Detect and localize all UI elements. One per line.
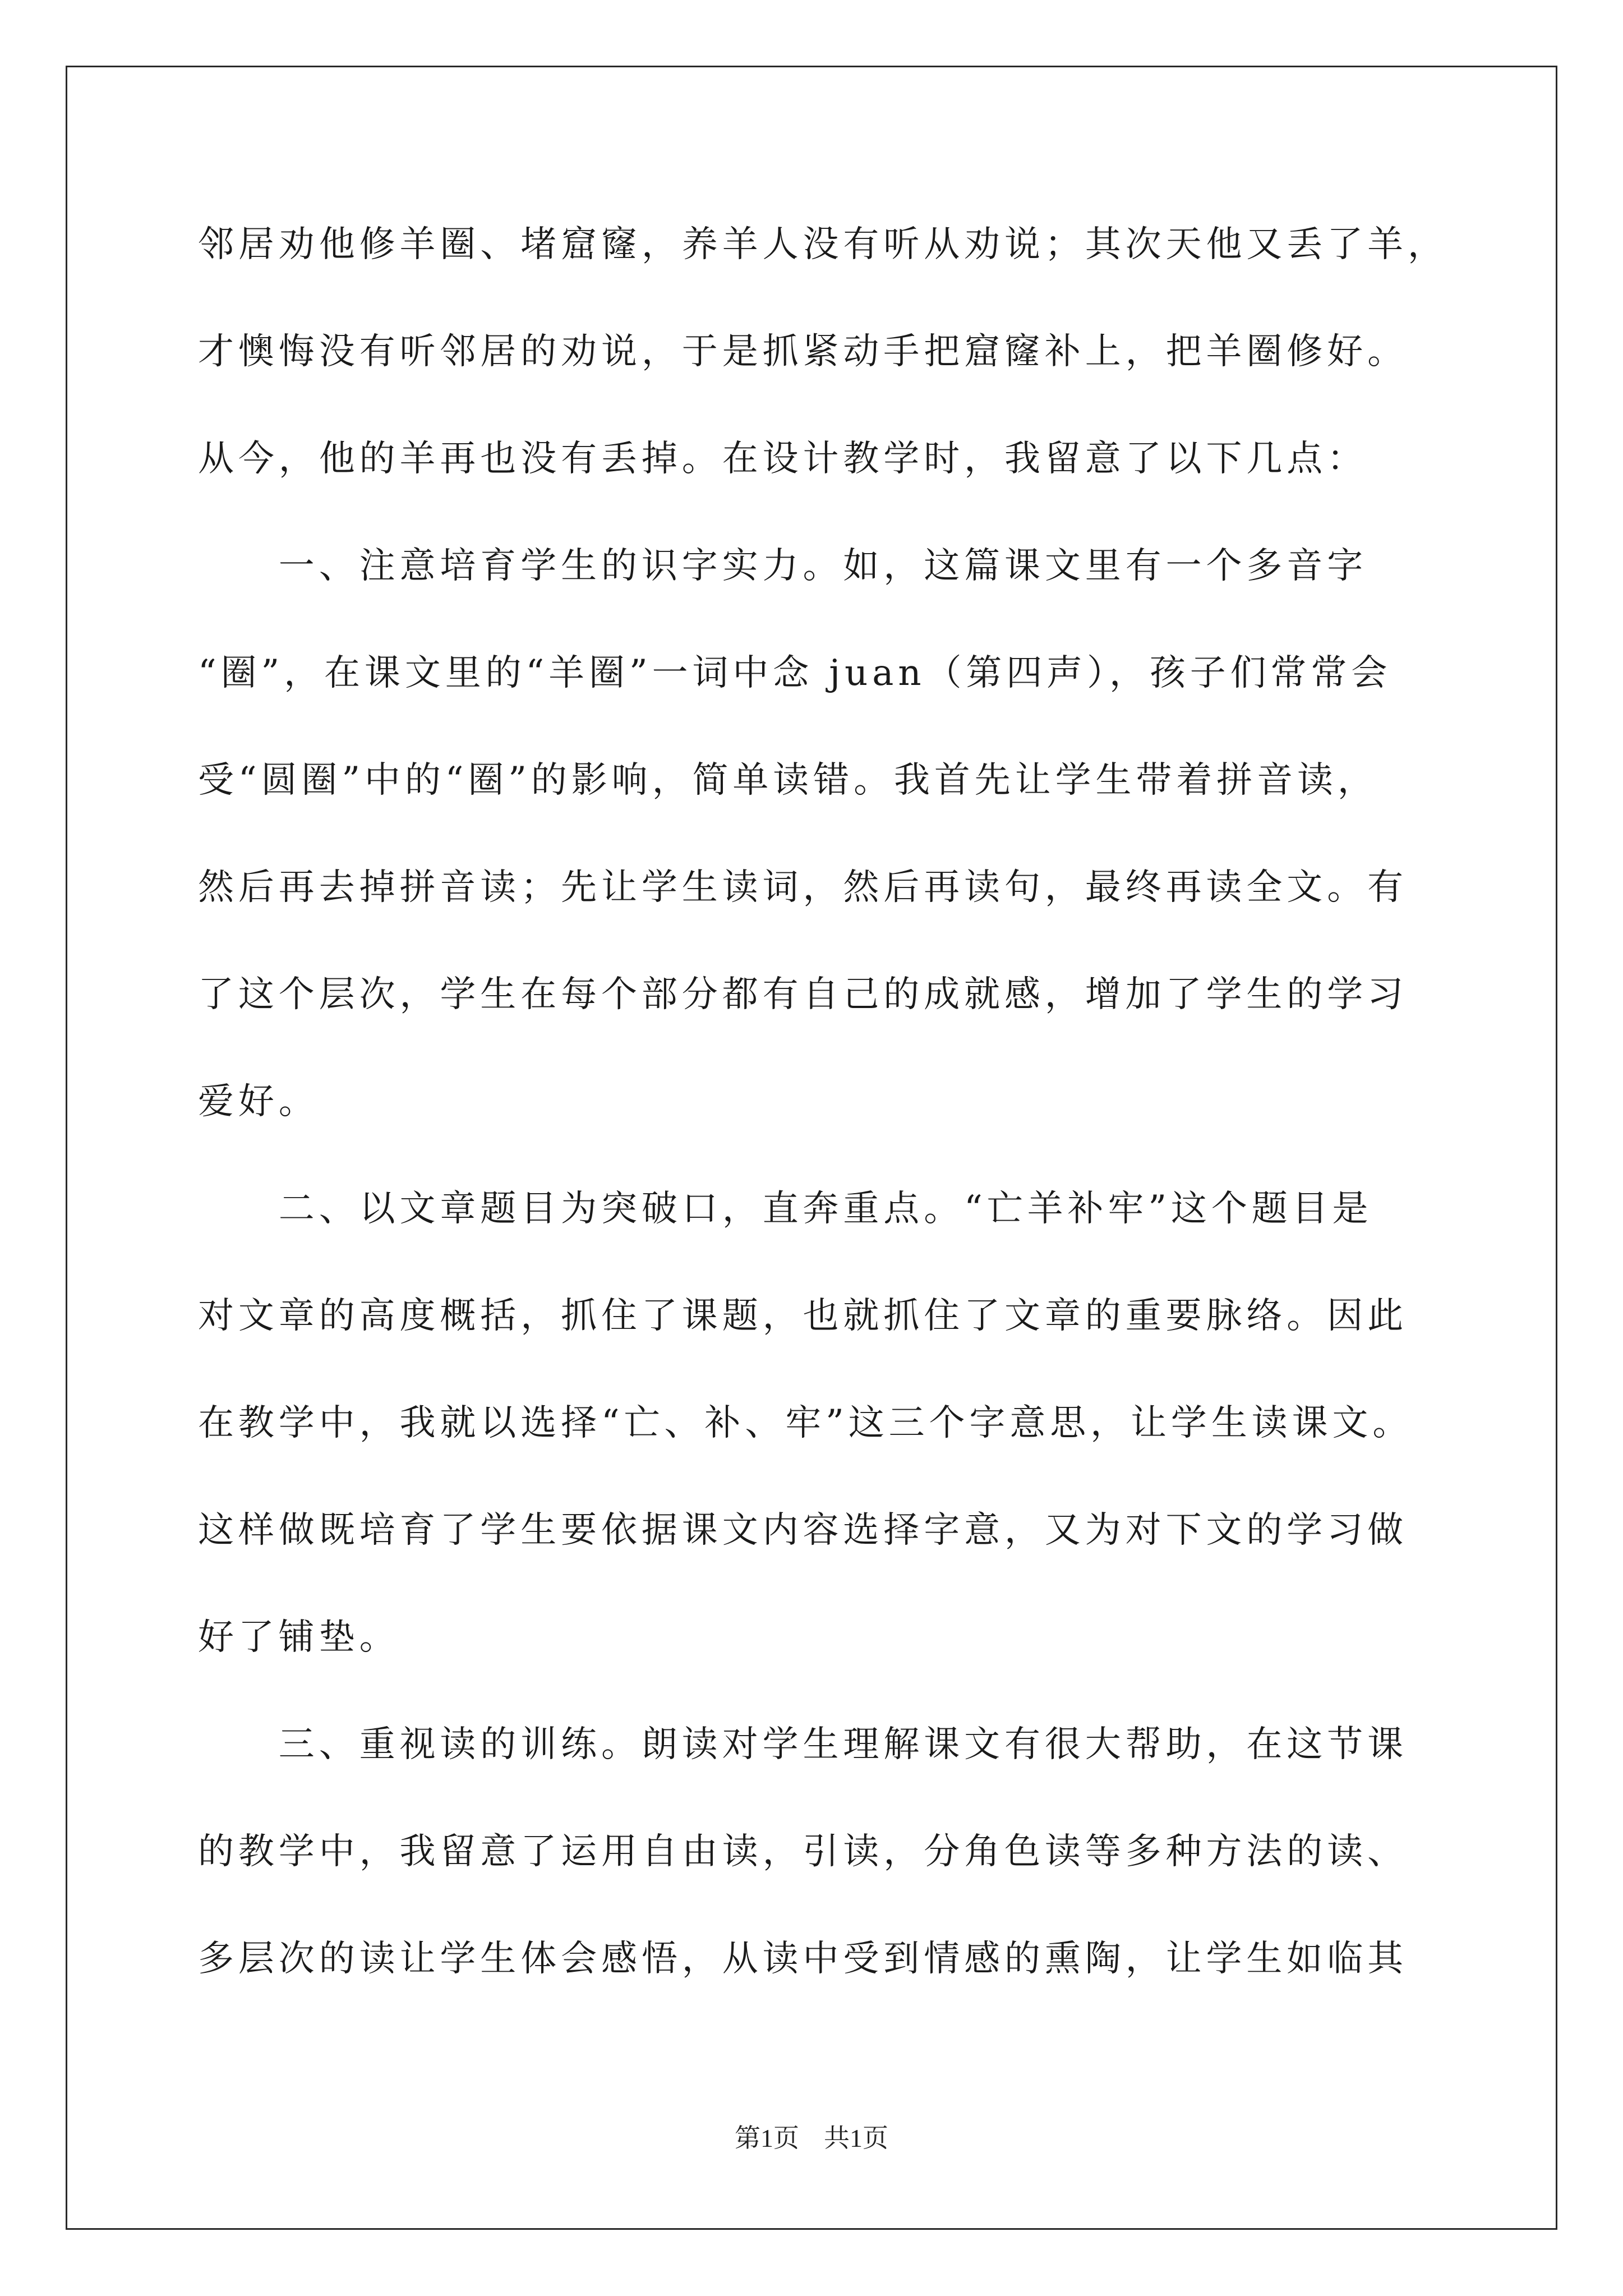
text-line: 受“圆圈”中的“圈”的影响，简单读错。我首先让学生带着拼音读，: [198, 760, 1378, 801]
text-line: 的教学中，我留意了运用自由读，引读，分角色读等多种方法的读、: [198, 1831, 1408, 1872]
text-line: 这样做既培育了学生要依据课文内容选择字意，又为对下文的学习做: [198, 1510, 1408, 1551]
text-line: 多层次的读让学生体会感悟，从读中受到情感的熏陶，让学生如临其: [198, 1938, 1408, 1980]
text-line: “圈”，在课文里的“羊圈”一词中念 juan（第四声），孩子们常常会: [198, 652, 1392, 694]
text-line: 在教学中，我就以选择“亡、补、牢”这三个字意思，让学生读课文。: [198, 1402, 1413, 1444]
text-line: 三、重视读的训练。朗读对学生理解课文有很大帮助，在这节课: [198, 1724, 1408, 1765]
text-line: 了这个层次，学生在每个部分都有自己的成就感，增加了学生的学习: [198, 974, 1408, 1015]
text-line: 爱好。: [198, 1081, 319, 1122]
text-line: 一、注意培育学生的识字实力。如，这篇课文里有一个多音字: [198, 545, 1368, 587]
page-footer: [0, 2122, 1623, 2155]
text-line: 对文章的高度概括，抓住了课题，也就抓住了文章的重要脉络。因此: [198, 1295, 1408, 1337]
page-border: [66, 66, 1557, 2230]
text-line: 才懊悔没有听邻居的劝说，于是抓紧动手把窟窿补上，把羊圈修好。: [198, 331, 1408, 372]
page-total: 共1页: [824, 2124, 888, 2152]
text-line: 好了铺垫。: [198, 1617, 400, 1658]
text-line: 二、以文章题目为突破口，直奔重点。“亡羊补牢”这个题目是: [198, 1188, 1373, 1230]
text-line: 然后再去掉拼音读；先让学生读词，然后再读句，最终再读全文。有: [198, 867, 1408, 908]
page-number: 第1页: [735, 2124, 799, 2152]
text-line: 从今，他的羊再也没有丢掉。在设计教学时，我留意了以下几点：: [198, 438, 1368, 480]
text-line: 邻居劝他修羊圈、堵窟窿，养羊人没有听从劝说；其次天他又丢了羊，: [198, 224, 1448, 265]
